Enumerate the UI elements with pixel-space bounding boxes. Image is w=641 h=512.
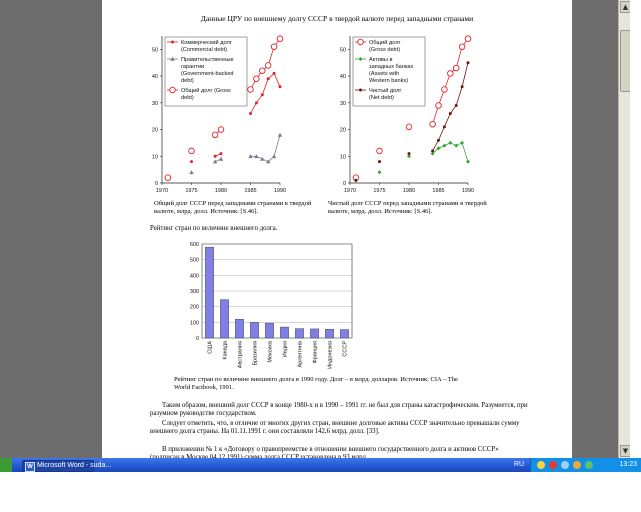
data-point bbox=[437, 139, 440, 142]
x-tick-label: Франция bbox=[312, 341, 319, 364]
legend bbox=[165, 37, 247, 106]
clock: 13:23 bbox=[619, 461, 637, 468]
system-tray bbox=[513, 458, 641, 472]
x-tick-label: 1990 bbox=[461, 188, 475, 194]
x-tick-label: Индия bbox=[282, 341, 289, 358]
data-point bbox=[459, 44, 465, 50]
data-point bbox=[454, 144, 458, 148]
data-point bbox=[248, 87, 254, 93]
legend-label: (Commercial debt) bbox=[181, 47, 228, 53]
network-icon[interactable] bbox=[537, 461, 545, 469]
x-tick-label: Аргентина bbox=[297, 341, 304, 368]
y-tick-label: 400 bbox=[189, 273, 199, 280]
data-point bbox=[448, 71, 454, 77]
data-point bbox=[279, 85, 282, 88]
y-tick-label: 40 bbox=[339, 74, 346, 81]
desktop-left-gutter bbox=[0, 0, 102, 458]
scroll-up-button[interactable]: ▲ bbox=[620, 1, 631, 13]
bar bbox=[205, 247, 213, 338]
security-icon[interactable] bbox=[585, 461, 593, 469]
series-line bbox=[433, 143, 468, 162]
data-point bbox=[260, 157, 264, 161]
y-tick-label: 10 bbox=[339, 154, 346, 161]
chart-country-debt-ranking bbox=[180, 238, 360, 373]
legend-label: (Gross debt) bbox=[369, 47, 401, 53]
x-tick-label: Мексика bbox=[267, 341, 274, 363]
data-point bbox=[359, 89, 362, 92]
taskbar-word-label: Microsoft Word - suda... bbox=[37, 462, 112, 469]
blank-area bbox=[0, 472, 640, 512]
data-point bbox=[165, 175, 171, 181]
y-tick-label: 0 bbox=[195, 336, 199, 342]
x-tick-label: Австралия bbox=[237, 341, 244, 369]
data-point bbox=[378, 160, 381, 163]
bar-chart-caption: Рейтинг стран по величине внешнего долга в 1990 году. Долг – в млрд. долларов. Источник: CIA – The World Factbook, 1991. bbox=[174, 376, 458, 391]
data-point bbox=[465, 36, 471, 42]
legend-label: западных банках bbox=[369, 64, 414, 70]
right-margin bbox=[630, 0, 640, 512]
x-tick-label: 1970 bbox=[155, 188, 169, 194]
data-point bbox=[255, 101, 258, 104]
data-point bbox=[278, 133, 282, 137]
data-point bbox=[466, 160, 470, 164]
data-point bbox=[189, 148, 195, 154]
legend-label: Чистый долг bbox=[369, 88, 402, 94]
data-point bbox=[171, 41, 174, 44]
data-point bbox=[406, 124, 412, 130]
x-tick-label: 1985 bbox=[244, 188, 257, 194]
data-point bbox=[443, 125, 446, 128]
data-point bbox=[461, 85, 464, 88]
y-tick-label: 0 bbox=[342, 181, 346, 187]
data-point bbox=[354, 179, 357, 182]
data-point bbox=[189, 170, 193, 174]
chart-net-debt bbox=[328, 28, 520, 198]
x-tick-label: 1975 bbox=[373, 188, 386, 194]
y-tick-label: 200 bbox=[189, 304, 199, 311]
legend-label: Активы в bbox=[369, 57, 393, 63]
data-point bbox=[449, 112, 452, 115]
paragraph-2: Следует отметить, что, в отличие от многих других стран, внешние долговые активы СССР значительно превышали сумму внешнего долга страны. На 01.11.1991 г. они составляли 142,6 млрд. долл. [33]. bbox=[150, 420, 520, 436]
data-point bbox=[442, 87, 448, 93]
data-point bbox=[213, 159, 217, 163]
data-point bbox=[442, 144, 446, 148]
data-point bbox=[277, 36, 283, 42]
legend-label: (Net debt) bbox=[369, 95, 394, 101]
data-point bbox=[436, 103, 442, 109]
data-point bbox=[265, 63, 271, 69]
data-point bbox=[219, 157, 223, 161]
data-point bbox=[190, 160, 193, 163]
bar bbox=[310, 329, 318, 338]
y-tick-label: 50 bbox=[151, 47, 158, 54]
x-tick-label: Индонезия bbox=[327, 341, 334, 369]
legend-label: debt) bbox=[181, 78, 194, 84]
y-tick-label: 40 bbox=[151, 74, 158, 81]
y-tick-label: 30 bbox=[151, 100, 158, 107]
data-point bbox=[460, 141, 464, 145]
data-point bbox=[254, 76, 260, 82]
series-line bbox=[433, 39, 468, 125]
y-tick-label: 20 bbox=[151, 127, 158, 134]
data-point bbox=[218, 127, 224, 133]
data-point bbox=[359, 57, 363, 61]
x-tick-label: США bbox=[207, 341, 214, 354]
data-point bbox=[260, 68, 266, 74]
data-point bbox=[467, 61, 470, 64]
paragraph-1: Таким образом, внешний долг СССР в конце 1980-х и в 1990 – 1991 гг. не был для страны катастрофическим. Разумеется, при разумном руководстве государством. bbox=[150, 402, 528, 418]
legend-label: Общий долг (Gross bbox=[181, 88, 231, 94]
data-point bbox=[272, 154, 276, 158]
bar bbox=[220, 300, 228, 338]
chart-gross-debt bbox=[140, 28, 332, 198]
y-tick-label: 600 bbox=[189, 242, 199, 248]
data-point bbox=[249, 112, 252, 115]
x-tick-label: 1980 bbox=[402, 188, 416, 194]
bar bbox=[250, 322, 258, 338]
legend-label: (Government-backed bbox=[181, 71, 234, 77]
data-point bbox=[271, 44, 277, 50]
y-tick-label: 100 bbox=[189, 320, 199, 327]
y-tick-label: 10 bbox=[151, 154, 158, 161]
legend-label: гарантии bbox=[181, 64, 205, 70]
legend bbox=[353, 37, 425, 106]
x-tick-label: 1980 bbox=[214, 188, 228, 194]
x-tick-label: 1970 bbox=[343, 188, 357, 194]
document-page[interactable] bbox=[102, 0, 572, 458]
legend-label: debt) bbox=[181, 95, 194, 101]
antivirus-icon[interactable] bbox=[549, 461, 557, 469]
y-tick-label: 30 bbox=[339, 100, 346, 107]
data-point bbox=[431, 149, 434, 152]
data-point bbox=[430, 121, 436, 127]
data-point bbox=[448, 141, 452, 145]
y-tick-label: 0 bbox=[154, 181, 158, 187]
word-app-icon: W bbox=[25, 462, 35, 472]
volume-icon[interactable] bbox=[561, 461, 569, 469]
paragraph-3: В приложении № 1 к «Договору о правопреемстве в отношении внешнего государственного долга и активов СССР» bbox=[162, 446, 499, 453]
data-point bbox=[273, 72, 276, 75]
data-point bbox=[212, 132, 218, 138]
data-point bbox=[267, 77, 270, 80]
y-tick-label: 20 bbox=[339, 127, 346, 134]
bar bbox=[265, 323, 273, 338]
data-point bbox=[261, 93, 264, 96]
taskbar-word-button[interactable] bbox=[22, 460, 112, 472]
data-point bbox=[453, 65, 459, 71]
legend-label: Коммерческий долг bbox=[181, 40, 232, 46]
legend-label: Общий долг bbox=[369, 40, 401, 46]
bar bbox=[295, 329, 303, 338]
bar bbox=[340, 330, 348, 338]
rating-heading: Рейтинг стран по величине внешнего долга. bbox=[150, 225, 278, 232]
x-tick-label: 1975 bbox=[185, 188, 198, 194]
y-tick-label: 50 bbox=[339, 47, 346, 54]
legend-label: (Assets with bbox=[369, 71, 400, 77]
x-tick-label: Бразилия bbox=[252, 341, 259, 366]
data-point bbox=[377, 148, 383, 154]
x-tick-label: 1990 bbox=[273, 188, 287, 194]
data-point bbox=[358, 39, 364, 45]
x-tick-label: 1985 bbox=[432, 188, 445, 194]
start-button[interactable] bbox=[0, 458, 12, 472]
data-point bbox=[378, 170, 382, 174]
legend-label: Western banks) bbox=[369, 78, 409, 84]
bar bbox=[280, 327, 288, 338]
page-title: Данные ЦРУ по внешнему долгу СССР в твердой валюте перед западными странами bbox=[200, 14, 474, 23]
bar bbox=[235, 319, 243, 338]
y-tick-label: 300 bbox=[189, 289, 199, 295]
data-point bbox=[408, 152, 411, 155]
data-point bbox=[455, 104, 458, 107]
language-indicator[interactable]: RU bbox=[513, 461, 525, 468]
data-point bbox=[214, 155, 217, 158]
data-point bbox=[170, 87, 176, 93]
x-tick-label: СССР bbox=[342, 341, 349, 357]
data-point bbox=[220, 152, 223, 155]
desktop-right-gutter bbox=[572, 0, 618, 458]
scroll-down-button[interactable]: ▼ bbox=[620, 445, 631, 457]
caption-left: Общий долг СССР перед западными странами в твердой валюте, млрд. долл. Источник: [S.46]. bbox=[154, 200, 312, 215]
update-icon[interactable] bbox=[573, 461, 581, 469]
x-tick-label: Канада bbox=[222, 341, 229, 360]
legend-label: Правительственные bbox=[181, 57, 234, 63]
caption-right: Чистый долг СССР перед западными странами в твердой валюте, млрд. долл. Источник: [S.46]. bbox=[328, 200, 487, 215]
y-tick-label: 500 bbox=[189, 257, 199, 264]
bar bbox=[325, 329, 333, 338]
